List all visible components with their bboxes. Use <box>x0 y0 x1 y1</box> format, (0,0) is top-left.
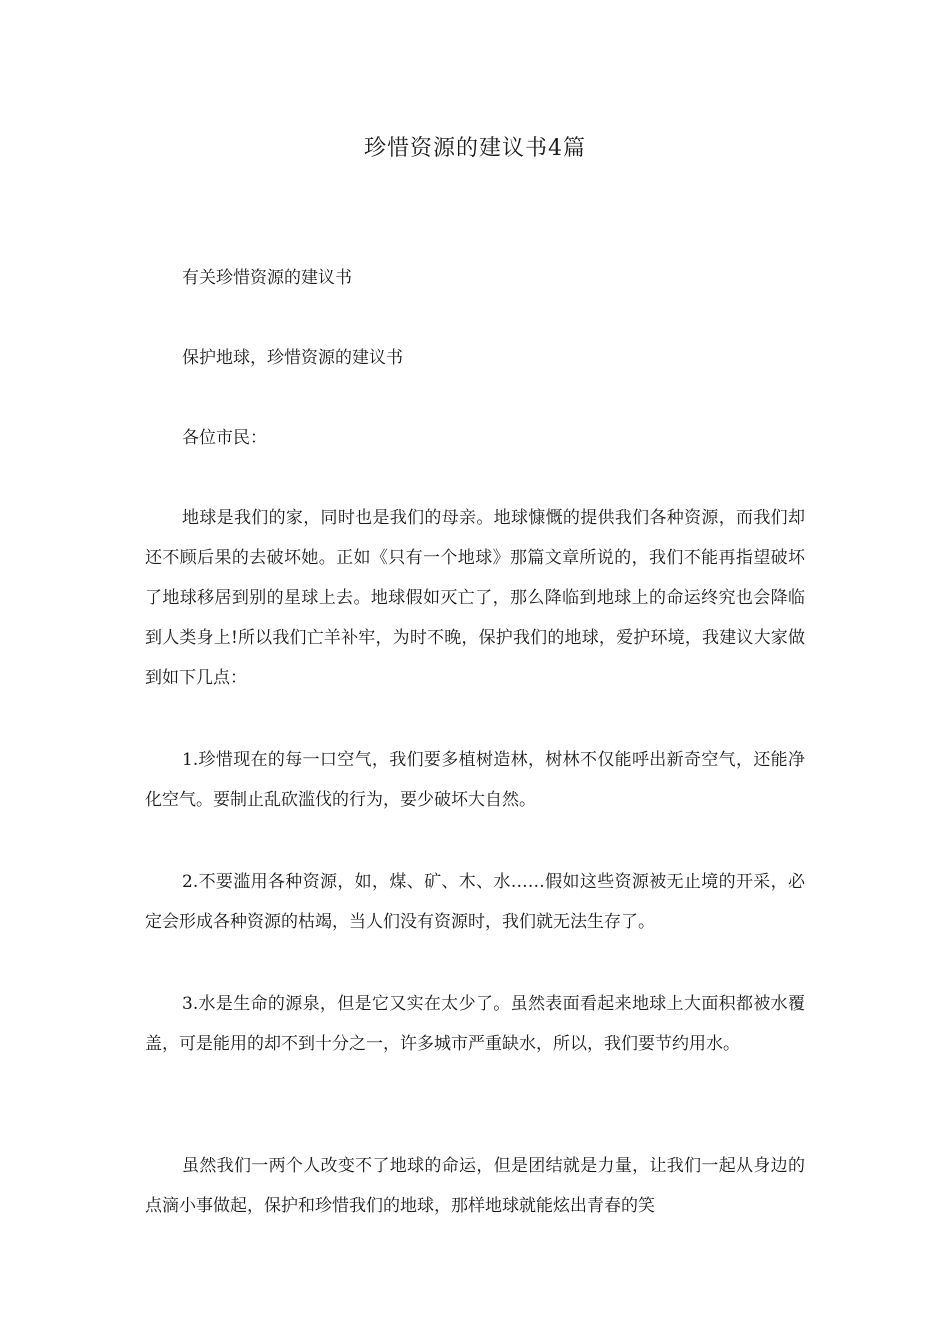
paragraph-heading-1 <box>145 258 805 298</box>
paragraph-intro <box>145 498 805 698</box>
paragraph-text: 虽然我们一两个人改变不了地球的命运，但是团结就是力量，让我们一起从身边的点滴小事做起，保护和珍惜我们的地球，那样地球就能炫出青春的笑 <box>145 1156 805 1216</box>
paragraph-text: 1.珍惜现在的每一口空气，我们要多植树造林，树林不仅能呼出新奇空气，还能净化空气。要制止乱砍滥伐的行为，要少破坏大自然。 <box>145 750 805 810</box>
paragraph-text: 保护地球，珍惜资源的建议书 <box>182 348 403 368</box>
document-title: 珍惜资源的建议书4篇 <box>364 136 586 161</box>
paragraph-closing <box>145 1146 805 1226</box>
paragraph-text: 3.水是生命的源泉，但是它又实在太少了。虽然表面看起来地球上大面积都被水覆盖，可是能用的却不到十分之一，许多城市严重缺水，所以，我们要节约用水。 <box>145 994 805 1054</box>
paragraph-point-1 <box>145 740 805 820</box>
paragraph-salutation <box>145 418 805 458</box>
paragraph-text: 有关珍惜资源的建议书 <box>182 268 352 288</box>
paragraph-heading-2 <box>145 338 805 378</box>
paragraph-text: 2.不要滥用各种资源，如，煤、矿、木、水……假如这些资源被无止境的开采，必定会形成各种资源的枯竭，当人们没有资源时，我们就无法生存了。 <box>145 872 805 932</box>
paragraph-text: 地球是我们的家，同时也是我们的母亲。地球慷慨的提供我们各种资源，而我们却还不顾后果的去破坏她。正如《只有一个地球》那篇文章所说的，我们不能再指望破坏了地球移居到别的星球上去。地球假如灭亡了，那么降临到地球上的命运终究也会降临到人类身上!所以我们亡羊补牢，为时不晚，保护我们的地球，爱护环境，我建议大家做到如下几点： <box>145 508 805 688</box>
paragraph-text: 各位市民： <box>182 428 267 448</box>
paragraph-point-2 <box>145 862 805 942</box>
paragraph-point-3 <box>145 984 805 1064</box>
